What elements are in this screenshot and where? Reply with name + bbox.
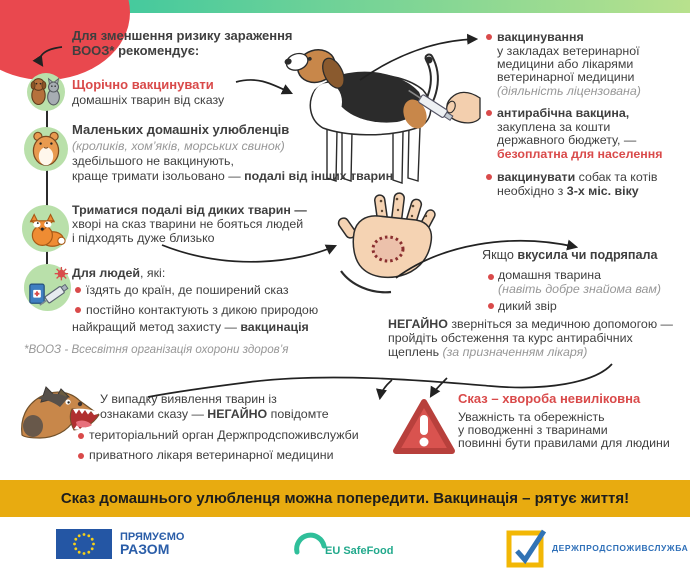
- intro-line-2: ВООЗ* рекомендує:: [72, 43, 200, 58]
- vacc3-line1: вакцинувати собак та котів: [497, 170, 658, 184]
- section3-line2: хворі на сказ тварини не бояться людей: [72, 217, 304, 231]
- section2-line4: краще тримати ізольовано — подалі від інших тварин: [72, 169, 394, 183]
- vacc1-title: вакцинування: [497, 30, 584, 44]
- bullet-dot: [75, 307, 81, 313]
- section2-italic: (кроликів, хом’яків, морських свинок): [72, 139, 285, 153]
- section4-bullet1: їздять до країн, де поширений сказ: [86, 283, 289, 297]
- section3-line3: і підходять дуже близько: [72, 231, 215, 245]
- syringe-vaccine-icon: [24, 264, 71, 311]
- eu-program-line2: РАЗОМ: [120, 541, 170, 557]
- section2-line3: здебільшого не вакцинують,: [72, 154, 234, 168]
- bullet-dot: [78, 453, 84, 459]
- warning-line3: повинні бути правилами для людини: [458, 436, 670, 450]
- eu-program-line1: ПРЯМУЄМО: [120, 531, 185, 543]
- bullet-dot: [486, 110, 492, 116]
- banner-text: Сказ домашнього улюбленця можна попередити. Вакцинація – рятує життя!: [60, 490, 630, 507]
- bite-title: Якщо вкусила чи подряпала: [482, 248, 658, 262]
- vacc2-line1: закуплена за кошти: [497, 120, 611, 134]
- agency-check-glyph: [505, 527, 547, 569]
- section3-title: Триматися подалі від диких тварин —: [72, 203, 307, 217]
- bullet-dot: [78, 433, 84, 439]
- section4-line3: найкращий метод захисту — вакцинація: [72, 320, 309, 334]
- section4-bullet2: постійно контактують з дикою природою: [86, 303, 319, 317]
- eu-safefood-logo-icon: [293, 532, 327, 552]
- intro-line-1: Для зменшення ризику зараження: [72, 28, 293, 43]
- vacc2-title: антирабічна вакцина,: [497, 106, 630, 120]
- report-bullet1: територіальний орган Держпродспоживслужби: [89, 428, 359, 442]
- eu-flag-icon: [56, 529, 112, 559]
- bullet-dot: [486, 34, 492, 40]
- bullet-dot: [75, 287, 81, 293]
- bitten-hand-glyph: [336, 193, 464, 305]
- warning-line1: Уважність та обережність: [458, 410, 605, 424]
- fox-icon: [22, 205, 69, 252]
- warning-triangle-icon: [392, 396, 456, 458]
- report-bullet2: приватного лікаря ветеринарної медицини: [89, 448, 334, 462]
- urgent-line1: НЕГАЙНО зверніться за медичною допомогою —: [388, 317, 673, 331]
- eu-flag-glyph: [56, 529, 112, 559]
- vacc3-line2: необхідно з 3-х міс. віку: [497, 184, 639, 198]
- bullet-dot: [488, 303, 494, 309]
- vacc1-italic: (діяльність ліцензована): [497, 84, 641, 98]
- agency-check-logo-icon: [505, 527, 547, 569]
- dog-and-cat-glyph: [29, 77, 63, 107]
- vacc1-line1: у закладах ветеринарної: [497, 44, 640, 58]
- bullet-dot: [488, 274, 494, 280]
- syringe-vaccine-glyph: [26, 266, 70, 310]
- vacc2-free-note: безоплатна для населення: [497, 147, 663, 161]
- hamster-glyph: [28, 130, 64, 168]
- eu-safefood-swirl-glyph: [293, 532, 327, 552]
- bitten-hand-illustration: [336, 193, 464, 305]
- warning-line2: у поводженні з тваринами: [458, 423, 608, 437]
- bottom-banner: [0, 480, 690, 517]
- warning-title: Сказ – хвороба невиліковна: [458, 391, 641, 406]
- section2-title: Маленьких домашніх улюбленців: [72, 122, 290, 137]
- bite-bullet2: дикий звір: [498, 299, 557, 313]
- fox-glyph: [26, 209, 66, 249]
- urgent-line3: щеплень (за призначенням лікаря): [388, 345, 588, 359]
- icon-connector-line: [46, 92, 48, 290]
- bullet-dot: [486, 174, 492, 180]
- urgent-line2: пройдіть обстеження та курс антирабічних: [388, 331, 633, 345]
- dog-and-cat-icon: [27, 73, 65, 111]
- bite-bullet1: домашня тварина: [498, 268, 602, 282]
- report-line2: ознаками сказу — НЕГАЙНО повідомте: [100, 407, 329, 421]
- agency-label: ДЕРЖПРОДСПОЖИВСЛУЖБА: [552, 543, 689, 553]
- bite-bullet1-note: (навіть добре знайома вам): [498, 282, 662, 296]
- vacc2-line2: державного бюджету, —: [497, 133, 637, 147]
- who-footnote: *ВООЗ - Всесвітня організація охорони здоров’я: [24, 343, 289, 356]
- vacc1-line3: ветеринарної медицини: [497, 70, 635, 84]
- hamster-icon: [24, 127, 68, 171]
- eu-safefood-label: EU SafeFood: [325, 545, 394, 557]
- report-line1: У випадку виявлення тварин із: [100, 392, 277, 406]
- vacc1-line2: медицини або лікарями: [497, 57, 634, 71]
- section4-title: Для людей, які:: [72, 266, 166, 280]
- section1-title: Щорічно вакцинувати: [72, 77, 214, 92]
- section1-text: домашніх тварин від сказу: [72, 93, 225, 107]
- warning-triangle-glyph: [392, 396, 456, 458]
